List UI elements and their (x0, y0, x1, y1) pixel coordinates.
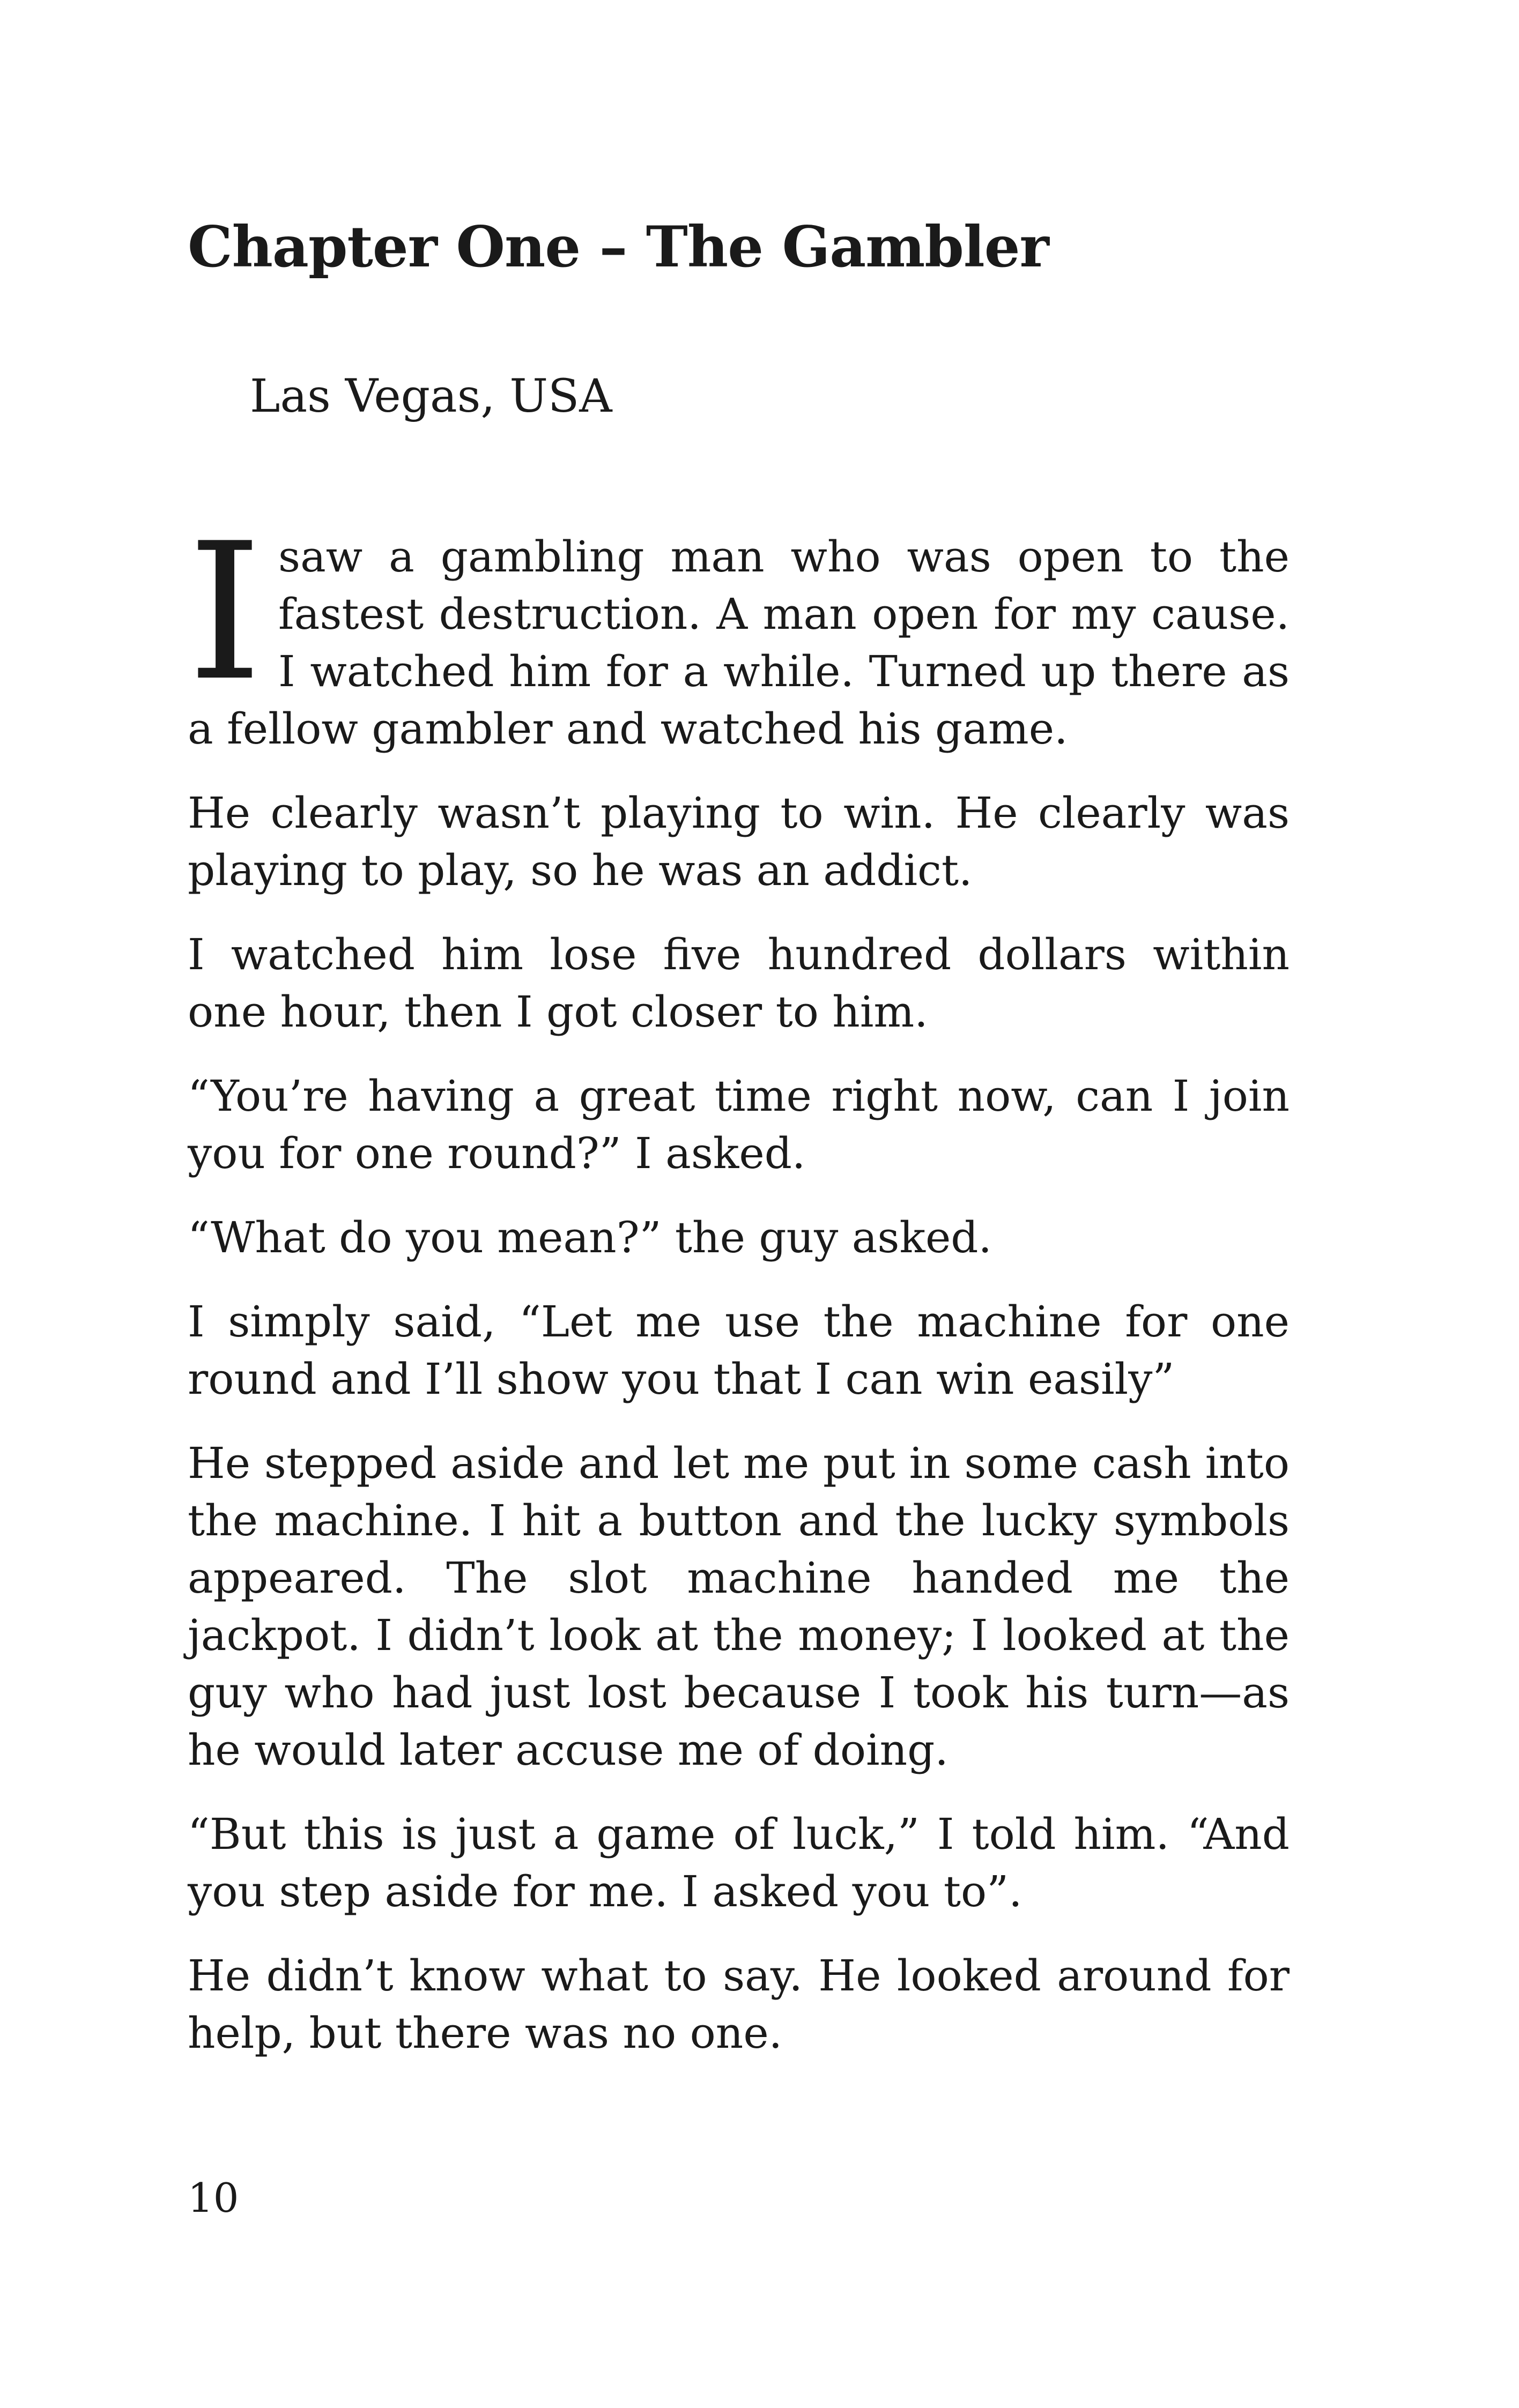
location-line: Las Vegas, USA (250, 370, 612, 423)
drop-cap: I (188, 503, 263, 723)
paragraph-text: saw a gambling man who was open to the fastest destruction. A man open for my cause. I watched him for a while. Turned up there as a fellow gambler and watched his game. (188, 532, 1290, 754)
paragraph: He didn’t know what to say. He looked around for help, but there was no one. (188, 1951, 1290, 2058)
paragraph: I watched him lose five hundred dollars within one hour, then I got closer to him. (188, 930, 1290, 1037)
paragraph (188, 503, 1290, 757)
paragraph: He clearly wasn’t playing to win. He clearly was playing to play, so he was an addict. (188, 788, 1290, 895)
paragraph: “You’re having a great time right now, can I join you for one round?” I asked. (188, 1071, 1290, 1178)
paragraph: “But this is just a game of luck,” I told him. “And you step aside for me. I asked you to”. (188, 1809, 1290, 1916)
paragraph: I simply said, “Let me use the machine for one round and I’ll show you that I can win easily” (188, 1297, 1290, 1404)
chapter-title: Chapter One – The Gambler (188, 213, 1049, 280)
paragraph: He stepped aside and let me put in some cash into the machine. I hit a button and the lucky symbols appeared. The slot machine handed me the jackpot. I didn’t look at the money; I looked at the guy who had just lost because I took his turn—as he would later accuse me of doing. (188, 1438, 1290, 1775)
body-text (188, 503, 1290, 2089)
page-number: 10 (188, 2174, 239, 2221)
paragraph: “What do you mean?” the guy asked. (188, 1213, 992, 1262)
